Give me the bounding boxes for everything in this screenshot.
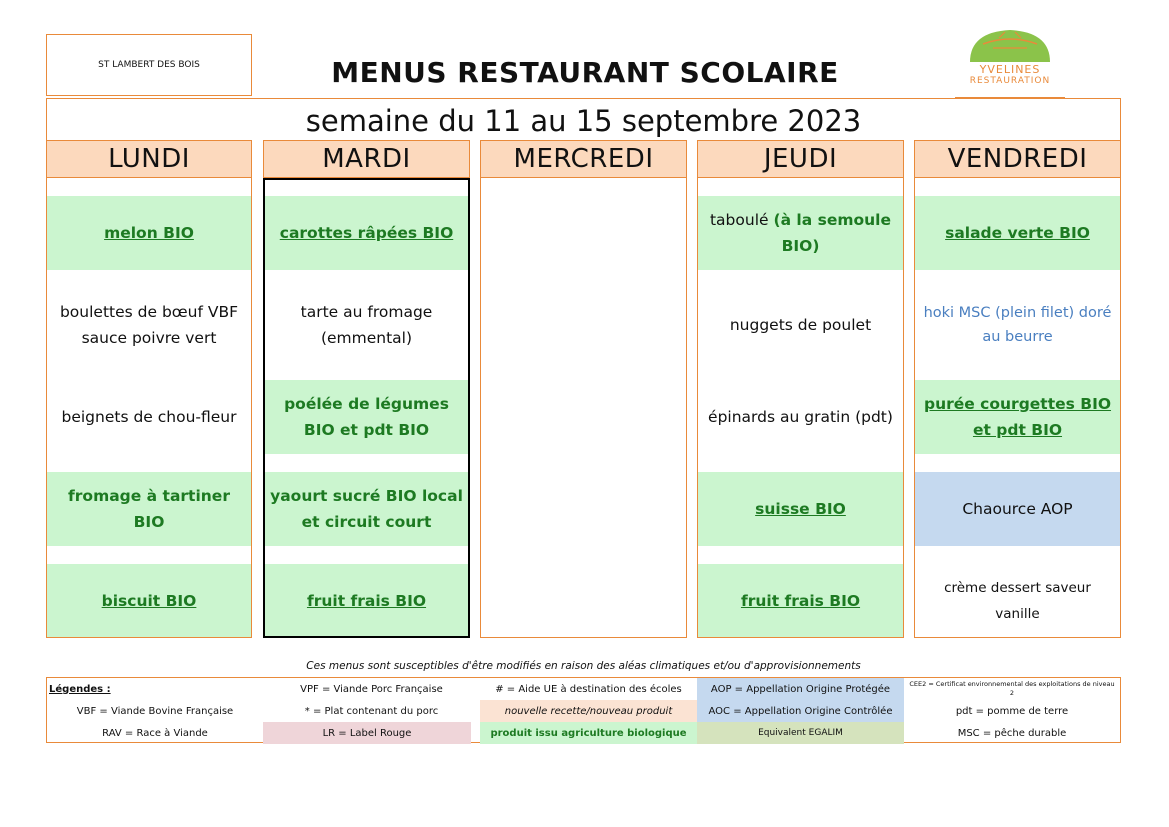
disclaimer: Ces menus sont susceptibles d'être modifiés en raison des aléas climatiques et/ou d'approvisionnements [306, 660, 861, 672]
legend-cee2: CEE2 = Certificat environnemental des exploitations de niveau 2 [909, 680, 1115, 697]
menu-cell-fromage [915, 472, 1120, 546]
menu-cell-accompagnement [915, 380, 1120, 454]
dish-label: épinards au gratin (pdt) [708, 408, 893, 426]
week-title [46, 98, 1121, 140]
legend-pdt: pdt = pomme de terre [955, 705, 1069, 717]
mardi-highlight-frame [263, 178, 470, 638]
menu-cell-accompagnement [47, 380, 251, 454]
menu-cell-fromage [698, 472, 903, 546]
day-header-lundi: LUNDI [46, 140, 252, 178]
dish-label: tarte au fromage (emmental) [300, 303, 433, 347]
day-column-jeudi [697, 178, 904, 638]
dish-label: suisse BIO [755, 500, 846, 518]
dish-label: hoki MSC (plein filet) doré au beurre [923, 305, 1112, 345]
legend-aoc: AOC = Appellation Origine Contrôlée [697, 700, 904, 722]
menu-cell-plat [915, 288, 1120, 362]
dish-label: nuggets de poulet [729, 316, 872, 334]
school-name: ST LAMBERT DES BOIS [98, 60, 200, 70]
menu-cell-entree [47, 196, 251, 270]
legend-title: Légendes : [49, 683, 111, 695]
legend-aop: AOP = Appellation Origine Protégée [697, 678, 904, 700]
legend-nouvelle-recette: nouvelle recette/nouveau produit [480, 700, 697, 722]
logo-line1: YVELINES [979, 63, 1041, 76]
dish-label: carottes râpées BIO [279, 224, 454, 242]
dish-label: crème dessert saveur vanille [944, 579, 1091, 622]
day-header-jeudi: JEUDI [697, 140, 904, 178]
menu-cell-accompagnement [698, 380, 903, 454]
dish-label-bio-part: (à la semoule BIO) [773, 211, 891, 255]
dish-label: melon BIO [104, 224, 194, 242]
menu-cell-plat [698, 288, 903, 362]
day-column-lundi [46, 178, 252, 638]
legend-rav: RAV = Race à Viande [102, 727, 208, 739]
dish-label: fruit frais BIO [306, 591, 427, 610]
legend-msc: MSC = pêche durable [957, 727, 1067, 739]
menu-cell-entree [698, 196, 903, 270]
day-header-mercredi: MERCREDI [480, 140, 687, 178]
week-label: semaine du 11 au 15 septembre 2023 [305, 104, 862, 138]
legend-label-rouge: LR = Label Rouge [263, 722, 471, 744]
dish-label: beignets de chou-fleur [61, 408, 237, 426]
page-title: MENUS RESTAURANT SCOLAIRE [331, 56, 839, 89]
school-name-box [46, 34, 252, 96]
menu-cell-fromage [47, 472, 251, 546]
day-header-mardi: MARDI [263, 140, 470, 178]
dish-label: Chaource AOP [962, 500, 1073, 518]
menu-cell-dessert [698, 564, 903, 637]
dish-label [704, 207, 897, 259]
menu-cell-entree [915, 196, 1120, 270]
day-header-vendredi: VENDREDI [914, 140, 1121, 178]
yvelines-restauration-logo [955, 26, 1065, 98]
logo-line2: RESTAURATION [969, 76, 1051, 86]
legend-vpf: VPF = Viande Porc Française [300, 683, 443, 695]
dish-label: fruit frais BIO [740, 591, 861, 610]
dish-label: yaourt sucré BIO local et circuit court [270, 487, 463, 531]
dish-label: poélée de légumes BIO et pdt BIO [284, 395, 449, 439]
dish-label: boulettes de bœuf VBF sauce poivre vert [59, 303, 239, 347]
legend-aide-ue: # = Aide UE à destination des écoles [495, 683, 682, 695]
day-column-vendredi [914, 178, 1121, 638]
menu-cell-dessert [47, 564, 251, 637]
day-column-mercredi [480, 178, 687, 638]
dish-label: purée courgettes BIO et pdt BIO [923, 395, 1112, 439]
legend-porc: * = Plat contenant du porc [304, 705, 439, 717]
legend-egalim: Equivalent EGALIM [697, 722, 904, 744]
dish-label: salade verte BIO [945, 224, 1090, 242]
dish-label: fromage à tartiner BIO [68, 487, 230, 531]
menu-cell-plat [47, 288, 251, 362]
dish-label: biscuit BIO [101, 591, 197, 610]
legend-table [46, 677, 1121, 743]
dish-label-part: taboulé [709, 211, 774, 229]
legend-vbf: VBF = Viande Bovine Française [76, 705, 234, 717]
legend-bio: produit issu agriculture biologique [480, 722, 697, 744]
menu-cell-dessert [915, 564, 1120, 637]
